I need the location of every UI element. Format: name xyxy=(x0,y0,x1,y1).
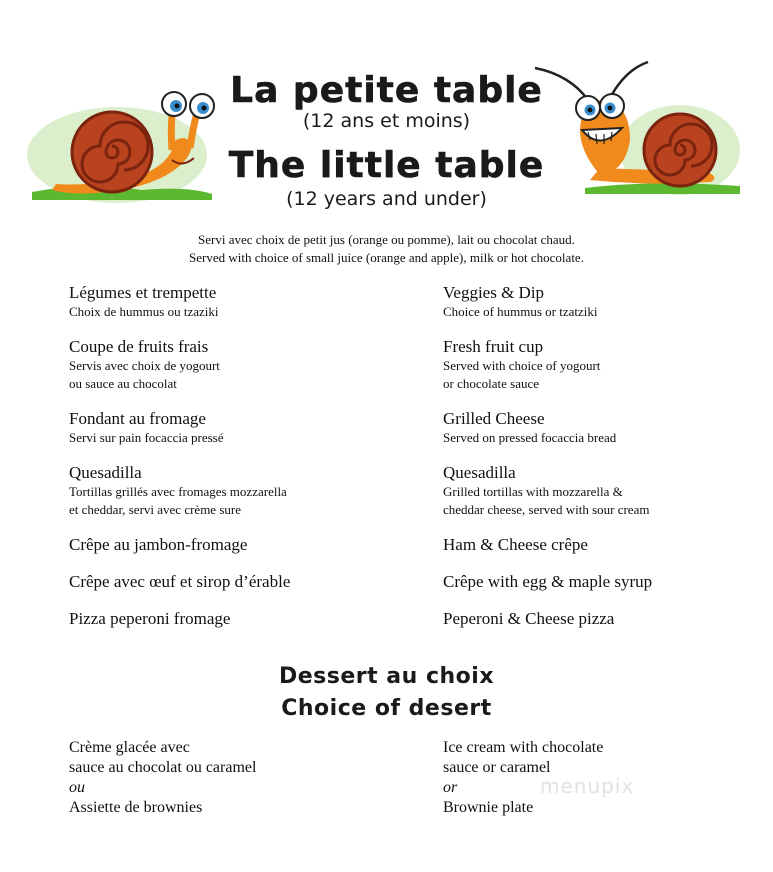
dessert-or: or xyxy=(443,779,458,796)
title-french: La petite table xyxy=(230,70,543,111)
menu-item-name: Grilled Cheese xyxy=(443,409,545,428)
menu-item-french xyxy=(69,572,389,592)
menu-item-name: Légumes et trempette xyxy=(69,283,217,302)
menu-item-desc: Choix de hummus ou tzaziki xyxy=(69,304,219,319)
intro-text xyxy=(0,231,773,267)
dessert-option-line: Brownie plate xyxy=(443,799,534,816)
menu-item-french xyxy=(69,535,389,555)
menu-item-english xyxy=(443,409,763,447)
menu-item-desc: Served on pressed focaccia bread xyxy=(443,430,617,445)
menu-item-desc: Served with choice of yogourt xyxy=(443,358,601,373)
menu-item-desc: Servi sur pain focaccia pressé xyxy=(69,430,224,445)
menu-item-name: Pizza peperoni fromage xyxy=(69,609,231,628)
menu-item-desc: Tortillas grillés avec fromages mozzarella xyxy=(69,484,287,499)
menu-item-name: Ham & Cheese crêpe xyxy=(443,535,588,554)
menu-item-english xyxy=(443,609,763,629)
menu-item-name: Veggies & Dip xyxy=(443,283,545,302)
menu-item-english xyxy=(443,337,763,393)
menu-item-french xyxy=(69,609,389,629)
menu-item-french xyxy=(69,337,389,393)
subtitle-french: (12 ans et moins) xyxy=(302,110,471,132)
menu-item-desc: cheddar cheese, served with sour cream xyxy=(443,502,650,517)
menu-item-french xyxy=(69,409,389,447)
title-english: The little table xyxy=(228,145,545,186)
watermark: menupix xyxy=(540,774,635,798)
menu-item-french xyxy=(69,283,389,321)
dessert-options-french xyxy=(69,738,256,818)
menu-item-name: Fresh fruit cup xyxy=(443,337,544,356)
menu-item-name: Quesadilla xyxy=(69,463,142,482)
menu-item-name: Crêpe au jambon-fromage xyxy=(69,535,248,554)
menu-item-french xyxy=(69,463,389,519)
dessert-option-line: sauce or caramel xyxy=(443,759,551,776)
menu-item-name: Coupe de fruits frais xyxy=(69,337,209,356)
dessert-option-line: Ice cream with chocolate xyxy=(443,739,604,756)
dessert-option-line: sauce au chocolat ou caramel xyxy=(69,759,257,776)
dessert-option-line: Crème glacée avec xyxy=(69,739,190,756)
menu-item-name: Crêpe avec œuf et sirop d’érable xyxy=(69,572,291,591)
menu-item-name: Peperoni & Cheese pizza xyxy=(443,609,615,628)
dessert-title-english: Choice of desert xyxy=(281,696,492,721)
menu-item-name: Quesadilla xyxy=(443,463,516,482)
intro-line-french: Servi avec choix de petit jus (orange ou pomme), lait ou chocolat chaud. xyxy=(198,232,575,247)
menu-item-name: Fondant au fromage xyxy=(69,409,206,428)
dessert-or: ou xyxy=(69,779,85,796)
dessert-option-line: Assiette de brownies xyxy=(69,799,203,816)
menu-item-desc: Servis avec choix de yogourt xyxy=(69,358,220,373)
menu-item-desc: Choice of hummus or tzatziki xyxy=(443,304,598,319)
dessert-title-french: Dessert au choix xyxy=(278,664,495,689)
menu-item-english xyxy=(443,535,763,555)
menu-item-desc: et cheddar, servi avec crème sure xyxy=(69,502,241,517)
menu-item-desc: or chocolate sauce xyxy=(443,376,540,391)
menu-item-name: Crêpe with egg & maple syrup xyxy=(443,572,653,591)
menu-item-desc: Grilled tortillas with mozzarella & xyxy=(443,484,623,499)
menu-item-english xyxy=(443,283,763,321)
menu-item-desc: ou sauce au chocolat xyxy=(69,376,177,391)
intro-line-english: Served with choice of small juice (orange and apple), milk or hot chocolate. xyxy=(189,250,584,265)
subtitle-english: (12 years and under) xyxy=(286,188,487,210)
menu-item-english xyxy=(443,463,763,519)
menu-item-english xyxy=(443,572,763,592)
